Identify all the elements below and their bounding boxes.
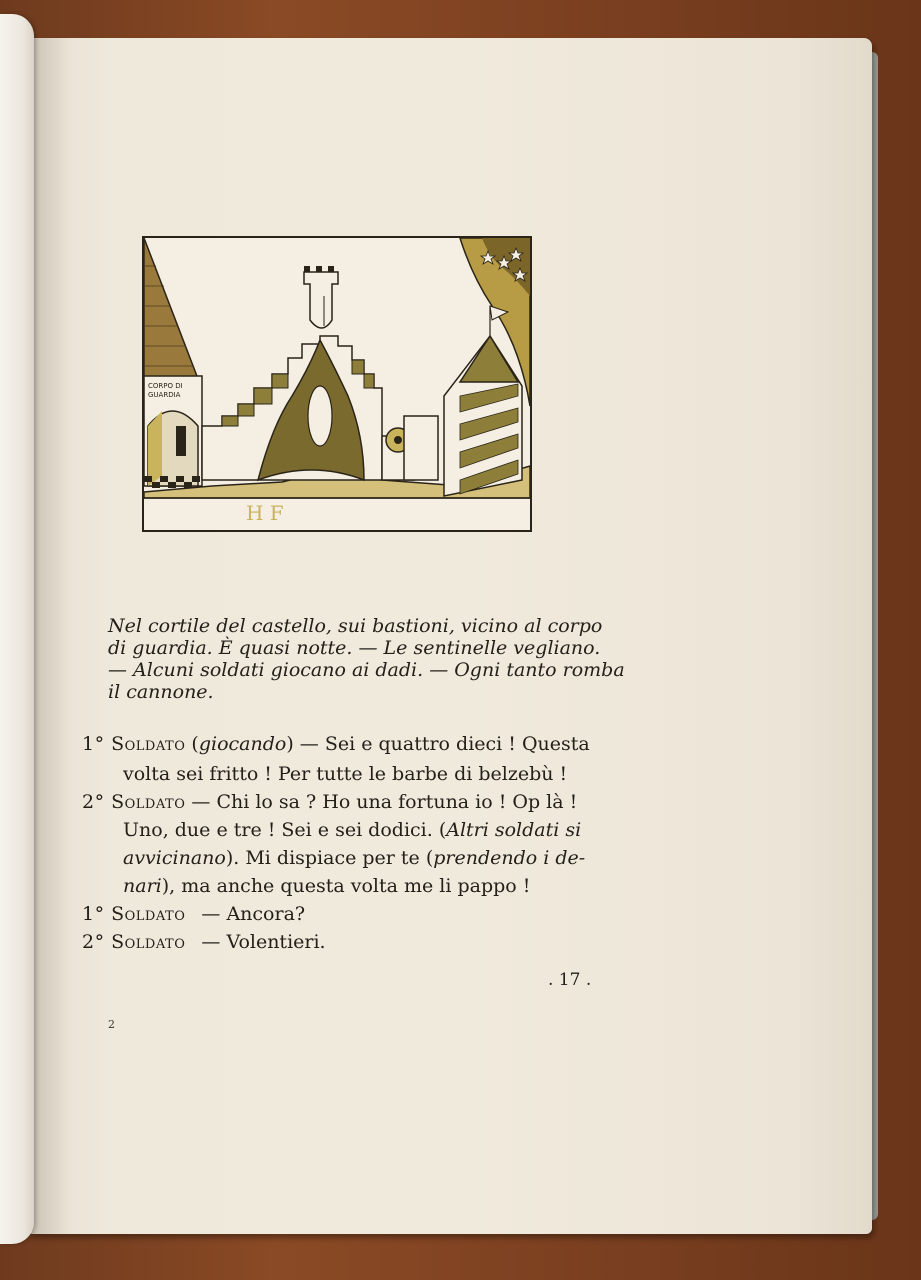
speech: — Ancora?: [201, 903, 306, 925]
dialogue-line-4: [123, 819, 581, 841]
stage-cue: avvicinano: [123, 847, 226, 869]
left-page-edge: [0, 14, 34, 1244]
speech: — Chi lo sa ? Ho una fortuna io ! Op là !: [191, 791, 578, 813]
dialogue-line-6: [123, 875, 530, 897]
dialogue-line-7: [82, 903, 305, 925]
dialogue-line-8: [82, 931, 326, 953]
sign-text-line-1: CORPO DI: [148, 382, 183, 390]
stage-cue: giocando: [198, 733, 287, 755]
page-number: . 17 .: [548, 970, 592, 990]
speech: — Volentieri.: [201, 931, 326, 953]
stage-direction-line: — Alcuni soldati giocano ai dadi. — Ogni tanto romba: [108, 659, 625, 681]
stage-direction-line: il cannone.: [108, 681, 214, 703]
gutter-shadow: [30, 38, 70, 1234]
stage-direction: [108, 615, 625, 703]
dialogue-line-1: 1° Soldato (giocando) — Sei e quattro dieci ! Questa: [82, 733, 590, 755]
stage-cue: Altri soldati si: [446, 819, 582, 841]
sign-text-line-2: GUARDIA: [148, 391, 181, 399]
stage-direction-line: Nel cortile del castello, sui bastioni, vicino al corpo: [108, 615, 603, 637]
speaker-2: 2° Soldato: [82, 791, 186, 813]
stage-direction-line: di guardia. È quasi notte. — Le sentinelle vegliano.: [108, 637, 601, 659]
stage-cue: prendendo i de-: [433, 847, 586, 869]
dialogue-line-5: [123, 847, 585, 869]
speaker-1: 1° Soldato: [82, 903, 186, 925]
speech: ), ma anche questa volta me li pappo !: [161, 875, 531, 897]
illustrator-signature: H F: [246, 501, 284, 525]
dialogue-line-3: [82, 791, 577, 813]
speech: volta sei fritto ! Per tutte le barbe di belzebù !: [123, 763, 568, 785]
dialogue-line-2: [123, 763, 567, 785]
printer-signature-mark: 2: [108, 1018, 115, 1031]
speaker-2: 2° Soldato: [82, 931, 186, 953]
speaker-1: 1° Soldato: [82, 733, 186, 755]
speech: Uno, due e tre ! Sei e sei dodici. (: [123, 819, 447, 841]
castle-courtyard-illustration-icon: [142, 236, 532, 532]
speech: ). Mi dispiace per te (: [225, 847, 434, 869]
stage-cue: nari: [123, 875, 162, 897]
speech: — Sei e quattro dieci ! Questa: [299, 733, 590, 755]
